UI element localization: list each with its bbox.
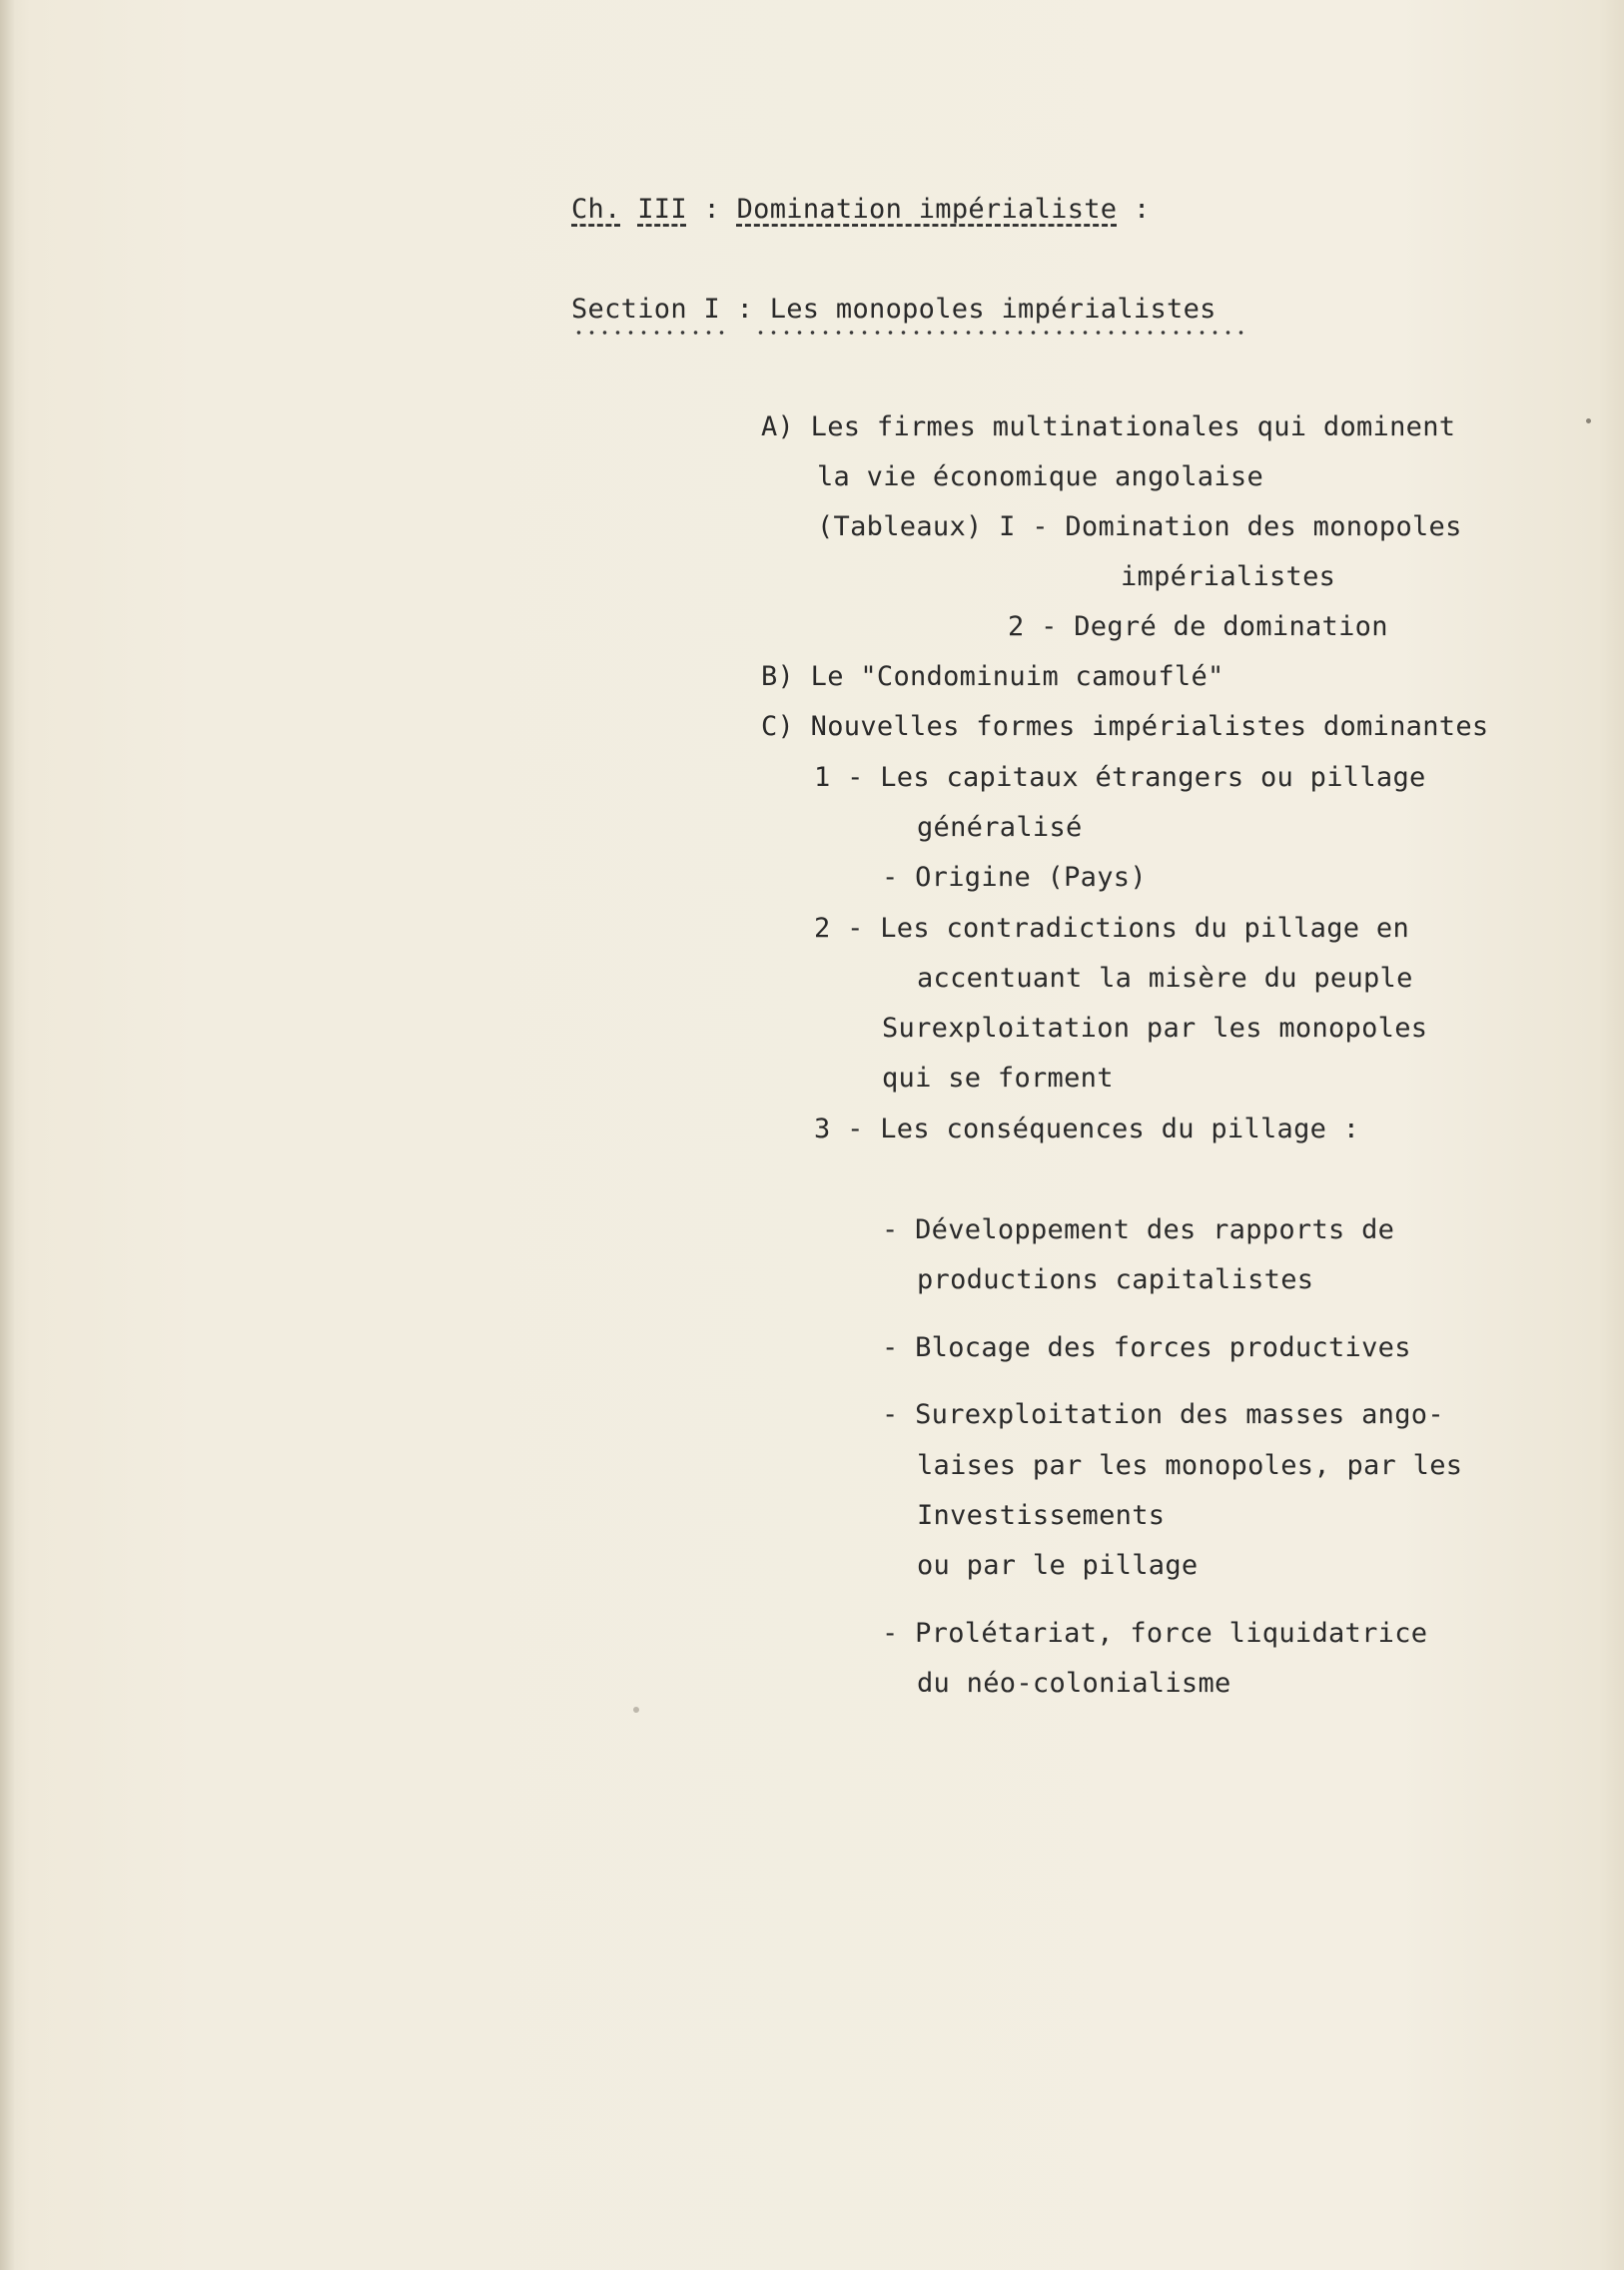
outline-line: impérialistes [1121,561,1336,592]
outline-line: - Développement des rapports de [882,1214,1395,1245]
outline-line: productions capitalistes [917,1264,1314,1295]
outline-line: 1 - Les capitaux étrangers ou pillage [814,762,1426,793]
paper-speck [633,1707,639,1713]
outline-line: 2 - Les contradictions du pillage en [814,913,1409,944]
chapter-number: III [637,194,687,225]
chapter-trailing-colon: : [1133,194,1151,225]
section-label-dotted-underline [572,330,728,336]
chapter-separator: : [703,194,721,225]
outline-line: 3 - Les conséquences du pillage : [814,1114,1360,1144]
chapter-title: Domination impérialiste [736,194,1118,225]
outline-line: 2 - Degré de domination [1008,611,1388,642]
paper-speck [1586,418,1591,423]
section-label: Section I [571,294,720,325]
outline-line: accentuant la misère du peuple [917,963,1413,994]
page-binding-edge [0,0,14,2270]
outline-line: Investissements [917,1500,1166,1531]
outline-line: laises par les monopoles, par les [917,1450,1463,1481]
section-title-dotted-underline [754,330,1251,336]
section-separator: : [736,294,754,325]
outline-line: - Prolétariat, force liquidatrice [882,1618,1428,1649]
outline-line: A) Les firmes multinationales qui dominent [761,411,1456,442]
outline-line: (Tableaux) I - Domination des monopoles [817,511,1462,542]
outline-line: la vie économique angolaise [817,461,1263,492]
outline-line: - Origine (Pays) [882,862,1147,893]
outline-line: Surexploitation par les monopoles [882,1013,1428,1044]
outline-line: - Surexploitation des masses ango- [882,1399,1444,1430]
outline-line: généralisé [917,812,1083,843]
section-heading [571,294,1217,326]
outline-line: ou par le pillage [917,1550,1199,1581]
section-title: Les monopoles impérialistes [769,294,1217,325]
chapter-prefix: Ch. [571,194,621,225]
outline-line: - Blocage des forces productives [882,1332,1411,1363]
outline-line: B) Le "Condominuim camouflé" [761,661,1224,692]
chapter-heading [571,194,1151,226]
outline-line: du néo-colonialisme [917,1668,1231,1699]
outline-line: qui se forment [882,1063,1114,1094]
outline-line: C) Nouvelles formes impérialistes dominantes [761,711,1489,742]
